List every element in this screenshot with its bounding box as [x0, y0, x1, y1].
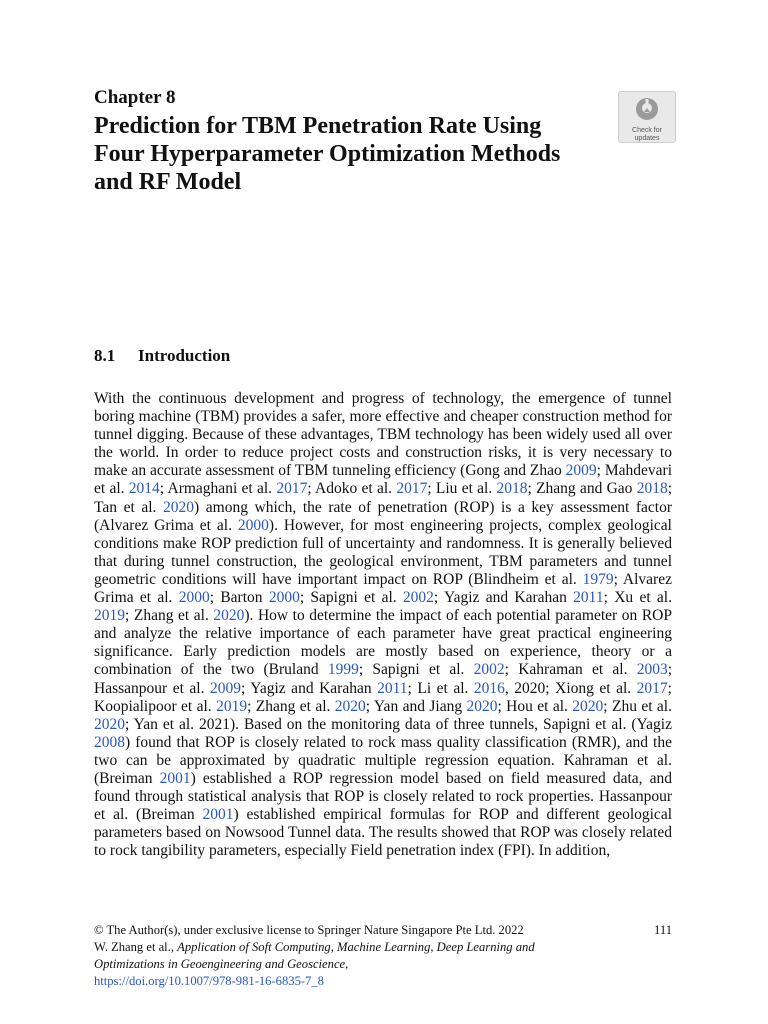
citation-link[interactable]: 2001	[159, 769, 191, 787]
body-text-run: ; Liu et al.	[427, 480, 497, 498]
citation-link[interactable]: 2009	[565, 462, 597, 480]
section-title: Introduction	[138, 346, 231, 365]
citation-link[interactable]: 2002	[473, 661, 505, 679]
book-title-part2: Optimizations in Geoengineering and Geoscience	[94, 957, 346, 971]
citation-link[interactable]: 2000	[268, 589, 300, 607]
body-text-run: ; Yan and Jiang	[365, 697, 467, 715]
body-text-run: ; Alvarez Grima et al.	[94, 570, 672, 607]
body-text-run: ; Yan et al. 2021). Based on the monitoring data of three tunnels, Sapigni et al. (Yagiz	[125, 715, 672, 733]
authors: W. Zhang et al.,	[94, 940, 178, 954]
citation-link[interactable]: 2011	[377, 679, 408, 697]
page-number: 111	[654, 923, 672, 937]
body-text-run: ; Yagiz and Karahan	[433, 589, 574, 607]
body-text-run: ; Barton	[209, 589, 269, 607]
citation-link[interactable]: 2020	[334, 697, 366, 715]
citation-link[interactable]: 2014	[128, 480, 160, 498]
citation-link[interactable]: 2020	[94, 715, 125, 733]
check-for-updates-icon	[634, 96, 660, 127]
book-title-suffix: ,	[345, 957, 349, 971]
citation-link[interactable]: 2003	[636, 661, 668, 679]
citation-link[interactable]: 2011	[573, 589, 604, 607]
citation-link[interactable]: 2017	[276, 480, 308, 498]
body-text-run: ; Zhang et al.	[125, 607, 214, 625]
body-text-run: ; Yagiz and Karahan	[240, 679, 378, 697]
citation-link[interactable]: 2020	[163, 498, 195, 516]
body-text-run: ; Xu et al.	[603, 589, 672, 607]
chapter-header	[94, 86, 672, 196]
body-text-run: With the continuous development and progress of technology, the emergence of tunnel boring machine (TBM) provides a safer, more effective and cheaper construction method for tunnel digging. Because of these advantages, TBM technology has been widely used all over the world. In order to reduce project costs and construction risks, it is very necessary to make an accurate assessment of TBM tunneling efficiency (Gong and Zhao	[94, 390, 672, 480]
section-number: 8.1	[94, 346, 116, 365]
citation-link[interactable]: 2018	[636, 480, 668, 498]
citation-link[interactable]: 1979	[582, 570, 614, 588]
chapter-label: Chapter 8	[94, 87, 176, 108]
citation-link[interactable]: 2020	[572, 697, 604, 715]
body-text-run: ) established a ROP regression model based on field measured data, and found through statistical analysis that ROP is closely related to rock properties. Hassanpour et al. (Breiman	[94, 769, 672, 824]
check-for-updates-line2: updates	[634, 135, 660, 142]
body-text-run: ; Hassanpour et al.	[94, 661, 673, 697]
citation-link[interactable]: 2017	[636, 679, 668, 697]
body-paragraph	[94, 390, 672, 860]
body-text-run: ) established empirical formulas for ROP and different geological parameters based on Nowsood Tunnel data. The results showed that ROP was closely related to rock tangibility parameters, especially Field penetration index (FPI). In addition,	[94, 806, 673, 860]
body-text-run: ; Kahraman et al.	[504, 661, 637, 679]
body-text-run: ; Zhang and Gao	[527, 480, 637, 498]
citation-link[interactable]: 2009	[209, 679, 241, 697]
citation-link[interactable]: 2020	[466, 697, 498, 715]
body-text-run: ; Zhang et al.	[247, 697, 335, 715]
body-text-run: ) found that ROP is closely related to rock mass quality classification (RMR), and the two can be approximated by quadratic multiple regression equation. Kahraman et al. (Breiman	[94, 733, 672, 787]
citation-link[interactable]: 2019	[94, 607, 125, 625]
citation-link[interactable]: 2008	[94, 733, 125, 751]
citation-link[interactable]: 2001	[202, 806, 234, 824]
citation-link[interactable]: 2000	[178, 589, 210, 607]
doi-link[interactable]: https://doi.org/10.1007/978-981-16-6835-7_8	[94, 974, 324, 988]
copyright-notice: © The Author(s), under exclusive license to Springer Nature Singapore Pte Ltd. 2022	[94, 923, 524, 937]
citation-link[interactable]: 2017	[396, 480, 428, 498]
body-text-run: ). How to determine the impact of each potential parameter on ROP and analyze the relative importance of each parameter have great practical engineering significance. Early prediction models are mostly based on experience, theory or a combination of the two (Bruland	[94, 607, 672, 679]
body-text-run: , 2020; Xiong et al.	[504, 679, 637, 697]
check-for-updates-badge[interactable]	[618, 91, 676, 143]
body-text-run: ; Sapigni et al.	[358, 661, 474, 679]
section-heading	[94, 346, 230, 366]
body-text-run: ; Adoko et al.	[307, 480, 397, 498]
book-title-part1: Application of Soft Computing, Machine Learning, Deep Learning and	[177, 940, 535, 954]
body-text-run: ; Hou et al.	[497, 697, 573, 715]
citation-link[interactable]: 2018	[496, 480, 528, 498]
body-text-run: ; Li et al.	[407, 679, 474, 697]
chapter-title: Prediction for TBM Penetration Rate Using Four Hyperparameter Optimization Methods and RF Model	[94, 113, 561, 195]
body-text-run: ; Zhu et al.	[603, 697, 672, 715]
body-text-run: ; Armaghani et al.	[159, 480, 277, 498]
citation-link[interactable]: 2002	[402, 589, 434, 607]
body-text-run: ). However, for most engineering projects, complex geological conditions make ROP prediction full of uncertainty and randomness. It is generally believed that during tunnel construction, the geological environment, TBM parameters and tunnel geometric conditions will have important impact on ROP (Blindheim et al.	[94, 516, 672, 588]
citation-link[interactable]: 2020	[213, 607, 245, 625]
check-for-updates-line1: Check for	[632, 127, 662, 134]
body-text-run: ; Koopialipoor et al.	[94, 679, 672, 715]
body-text-run: ; Tan et al.	[94, 480, 672, 516]
body-text-run: ; Mahdevari et al.	[94, 462, 672, 498]
page-footer	[94, 922, 672, 990]
body-text-run: ; Sapigni et al.	[299, 589, 403, 607]
body-text-run: ) among which, the rate of penetration (ROP) is a key assessment factor (Alvarez Grima et al.	[94, 498, 672, 534]
citation-link[interactable]: 2019	[216, 697, 248, 715]
citation-link[interactable]: 1999	[327, 661, 359, 679]
citation-link[interactable]: 2016	[473, 679, 505, 697]
citation-link[interactable]: 2000	[237, 516, 269, 534]
